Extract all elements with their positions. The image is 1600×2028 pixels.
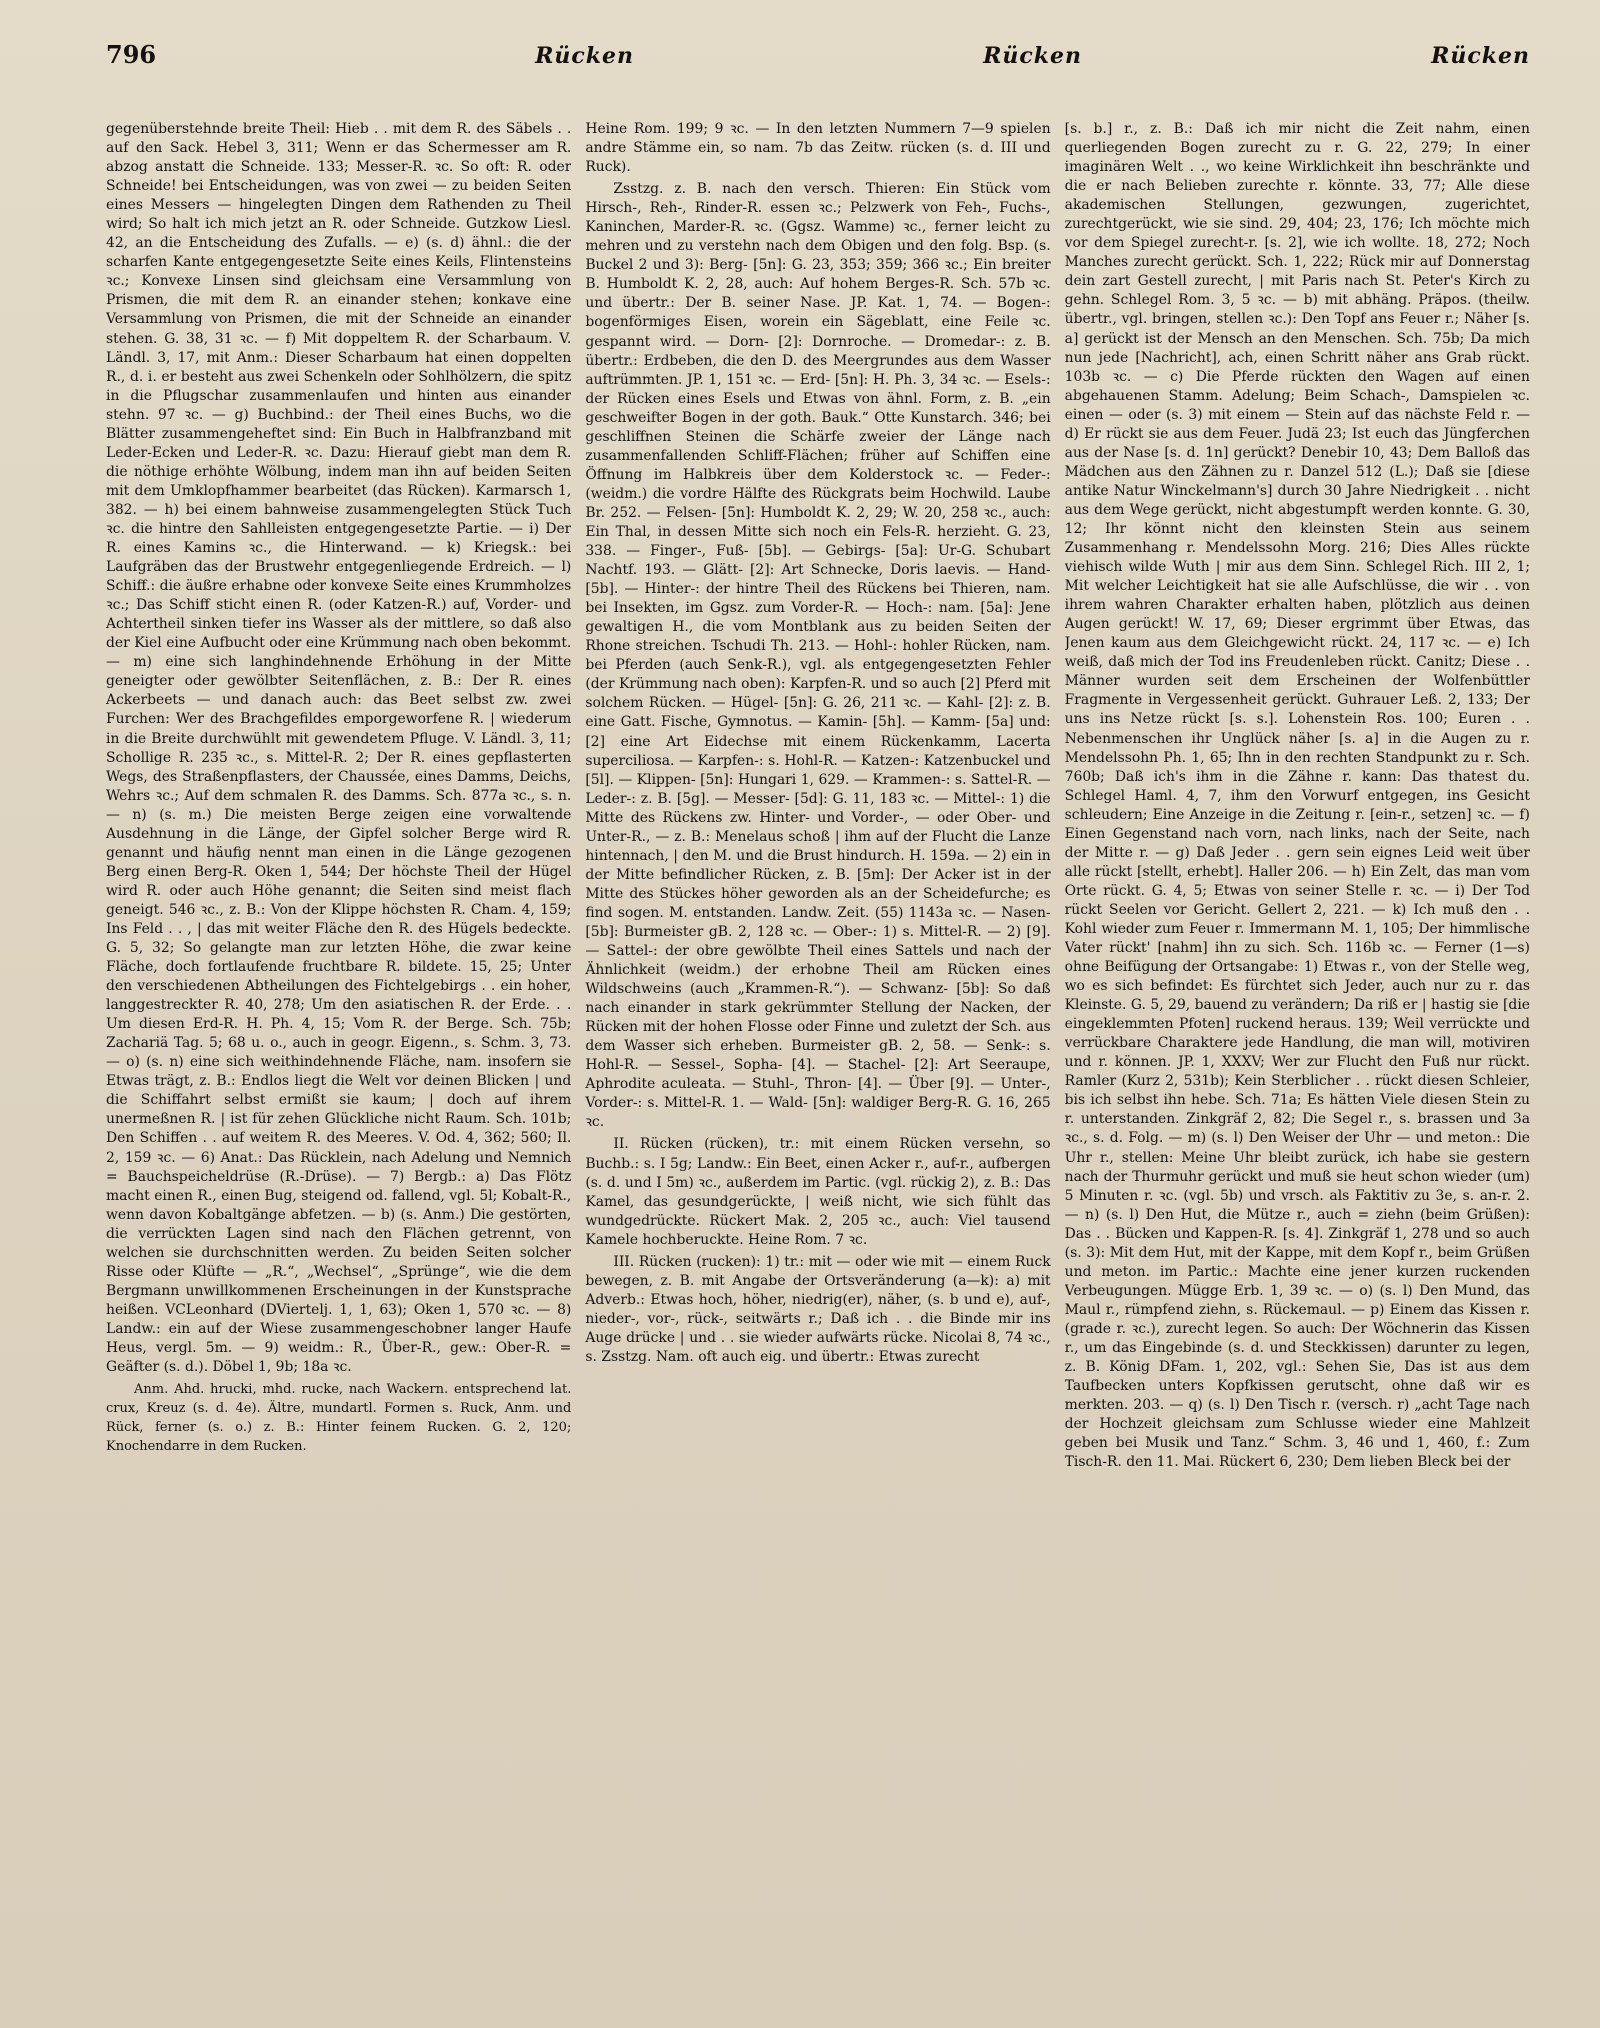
compounds-paragraph: Zsstzg. z. B. nach den versch. Thieren: Ein Stück vom Hirsch-, Reh-, Rinder-R. essen ꝛc.; Pelzwerk von Feh-, Fuchs-, Kaninchen, Marder-R. ꝛc. (Ggsz. Wamme) ꝛc., ferner leicht zu mehren und zu verstehn nach dem Obigen und den folg. Bsp. (s. Buckel 2 und 3): Berg- [5n]: G. 23, 353; 359; 366 ꝛc.; Ein breiter B. Humboldt K. 2, 28, auch: Auf hohem Berges-R. Sch. 57b ꝛc. und übertr.: Der B. seiner Nase. JP. Kat. 1, 74. — Bogen-: bogenförmiges Eisen, worein ein Sägeblatt, eine Feile ꝛc. gespannt wird. — Dorn- [2]: Dornroche. — Dromedar-: z. B. übertr.: Erdbeben, die den D. des Meergrundes aus dem Wasser auftrümmten. JP. 1, 151 ꝛc. — Erd- [5n]: H. Ph. 3, 34 ꝛc. — Esels-: der Rücken eines Esels und Etwas von ähnl. Form, z. B. „ein geschweifter Bogen in der goth. Bauk.“ Otte Kunstarch. 346; bei geschliffnen Steinen die Schärfe zweier der Länge nach zusammenfallenden Schliff-Flächen; früher auf Schiffen eine Öffnung im Halbkreis über dem Kolderstock ꝛc. — Feder-: (weidm.) die vordre Hälfte des Rückgrats beim Hochwild. Laube Br. 252. — Felsen- [5n]: Humboldt K. 2, 29; W. 20, 258 ꝛc., auch: Ein Thal, in dessen Mitte sich noch ein Fels-R. herzieht. G. 23, 338. — Finger-, Fuß- [5b]. — Gebirgs- [5a]: Ur-G. Schubart Nachtf. 193. — Glätt- [2]: Art Schnecke, Doris laevis. — Hand- [5b]. — Hinter-: der hintre Theil des Rückens bei Thieren, nam. bei Insekten, im Ggsz. zum Vorder-R. — Hoch-: nam. [5a]: Jene gewaltigen H., die vom Montblank aus zu beiden Seiten der Rhone streichen. Tschudi Th. 213. — Hohl-: hohler Rücken, nam. bei Pferden (auch Senk-R.), vgl. als entgegengesetzten Fehler (der Krümmung nach oben): Karpfen-R. und so auch [2] Pferd mit solchem Rücken. — Hügel- [5n]: G. 26, 211 ꝛc. — Kahl- [2]: z. B. eine Gatt. Fische, Gymnotus. — Kamin- [5h]. — Kamm- [5a] und: [2] eine Art Eidechse mit einem Rückenkamm, Lacerta superciliosa. — Karpfen-: s. Hohl-R. — Katzen-: Katzenbuckel und [5l]. — Klippen- [5n]: Hungari 1, 629. — Krammen-: s. Sattel-R. — Leder-: z. B. [5g]. — Messer- [5d]: G. 11, 183 ꝛc. — Mittel-: 1) die Mitte des Rückens zw. Hinter- und Vorder-, — oder Ober- und Unter-R., — z. B.: Menelaus schoß | ihm auf der Flucht die Lanze hintennach, | den M. und die Brust hindurch. H. 159a. — 2) ein in der Mitte befindlicher Rücken, z. B. [5m]: Der Acker ist in der Mitte des Stückes höher geworden als an der Scheidefurche; es find sogen. M. entstanden. Landw. Zeit. (55) 1143a ꝛc. — Nasen- [5b]: Burmeister gB. 2, 128 ꝛc. — Ober-: 1) s. Mittel-R. — 2) [9]. — Sattel-: der obre gewölbte Theil eines Sattels und nach der Ähnlichkeit (weidm.) der erhobne Theil am Rücken eines Wildschweins (auch „Krammen-R.“). — Schwanz- [5b]: So daß nach einander in stark gekrümmter Stellung der Nacken, der Rücken mit der hohen Flosse oder Finne und zuletzt der Sch. aus dem Wasser sich erheben. Burmeister gB. 2, 58. — Senk-: s. Hohl-R. — Sessel-, Sopha- [4]. — Stachel- [2]: Art Seeraupe, Aphrodite aculeata. — Stuhl-, Thron- [4]. — Über [9]. — Unter-, Vorder-: s. Mittel-R. 1. — Wald- [5n]: waldiger Berg-R. G. 16, 265 ꝛc. bbox=[585, 181, 1051, 1131]
guide-word-left: Rücken bbox=[535, 43, 634, 69]
entry-rücken-iii: III. Rücken (rucken): 1) tr.: mit — oder wie mit — einem Ruck bewegen, z. B. mit Angabe der Ortsveränderung (a—k): a) mit Adverb.: Etwas hoch, höher, niedrig(er), näher, (s. b und e), auf-, nieder-, vor-, rück-, seitwärts r.; Daß ich . . die Binde mir ins Auge drücke | und . . sie wieder aufwärts rücke. Nicolai 8, 74 ꝛc., s. Zsstzg. Nam. oft auch eig. und übertr.: Etwas zurecht bbox=[585, 1253, 1051, 1365]
guide-word-center: Rücken bbox=[983, 43, 1082, 69]
entry-paragraph: Heine Rom. 199; 9 ꝛc. — In den letzten Nummern 7—9 spielen andre Stämme ein, so nam. 7b das Zeitw. rücken (s. d. III und Ruck). bbox=[585, 121, 1051, 176]
entry-rücken-ii: II. Rücken (rücken), tr.: mit einem Rücken versehn, so Buchb.: s. I 5g; Landw.: Ein Beet, einen Acker r., auf-r., aufbergen (s. d. und I 5m) ꝛc., außerdem im Partic. (vgl. rückig 2), z. B.: Das Kamel, das gesundgerückte, | weiß nicht, wie sich fühlt das wundgedrückte. Rückert Mak. 2, 205 ꝛc., auch: Viel tausend Kamele hochberuckte. Heine Rom. 7 ꝛc. bbox=[585, 1136, 1051, 1248]
column-middle bbox=[585, 120, 1050, 2000]
page-header bbox=[106, 40, 1530, 80]
column-right bbox=[1065, 120, 1530, 2000]
guide-word-right: Rücken bbox=[1431, 43, 1530, 69]
page-number: 796 bbox=[106, 40, 157, 69]
entry-paragraph: gegenüberstehnde breite Theil: Hieb . . mit dem R. des Säbels . . auf den Sack. Hebel 3, 311; Wenn er das Schermesser am R. abzog anstatt die Schneide. 133; Messer-R. ꝛc. So oft: R. oder Schneide! bei Entscheidungen, was von zwei — zu beiden Seiten eines Messers — hingelegten Dingen dem Rathenden zu Theil wird; So halt ich mich jetzt an R. oder Schneide. Gutzkow Liesl. 42, an die Entscheidung des Zufalls. — e) (s. d) ähnl.: die der scharfen Kante entgegengesetzte Seite eines Keils, Flintensteins ꝛc.; Konvexe Linsen sind gleichsam eine Versammlung von Prismen, die mit dem R. an einander stehen; konkave eine Versammlung von Prismen, die mit der Schneide an einander stehen. G. 38, 31 ꝛc. — f) Mit doppeltem R. der Scharbaum. V. Ländl. 3, 17, mit Anm.: Dieser Scharbaum hat einen doppelten R., d. i. er besteht aus zwei Schenkeln oder Sohlhölzern, die spitz in die Pflugschar zusammenlaufen und hinten aus einander stehn. 97 ꝛc. — g) Buchbind.: der Theil eines Buchs, wo die Blätter zusammengeheftet sind: Ein Buch in Halbfranzband mit Leder-Ecken und Leder-R. ꝛc. Dazu: Hierauf giebt man dem R. die nöthige erhöhte Wölbung, indem man ihn auf beiden Seiten mit dem Umklopfhammer bearbeitet (das Rücken). Karmarsch 1, 382. — h) bei einem bahnweise zusammengelegten Stück Tuch ꝛc. die hintre den Sahlleisten entgegengesetzte Partie. — i) Der R. eines Kamins ꝛc., die Hinterwand. — k) Kriegsk.: bei Laufgräben das der Brustwehr entgegenliegende Erdreich. — l) Schiff.: die äußre erhabne oder konvexe Seite eines Krummholzes ꝛc.; Das Schiff sticht einen R. (oder Katzen-R.) auf, Vorder- und Achtertheil sinken tiefer ins Wasser als der mittlere, so daß also der Kiel eine Aufbucht oder eine Krümmung nach oben bekommt. — m) eine sich langhindehnende Erhöhung in der Mitte geneigter oder gewölbter Seitenflächen, z. B.: Der R. eines Ackerbeets — und danach auch: das Beet selbst zw. zwei Furchen: Wer des Brachgefildes emporgeworfene R. | wiederum in die Breite durchwühlt mit gewendetem Pfluge. V. Ländl. 3, 11; Schollige R. 235 ꝛc., s. Mittel-R. 2; Der R. eines gepflasterten Wegs, des Straßenpflasters, der Chaussée, eines Damms, Deichs, Wehrs ꝛc.; Auf dem schmalen R. des Damms. Sch. 877a ꝛc., s. n. — n) (s. m.) Die meisten Berge zeigen eine vorwaltende Ausdehnung in die Länge, der Gipfel solcher Berge wird R. genannt und häufig nennt man einen in die Länge gezogenen Berg einen Berg-R. Oken 1, 544; Der höchste Theil der Hügel wird R. oder auch Höhe genannt; die Seiten sind meist flach geneigt. 546 ꝛc., z. B.: Von der Klippe höchsten R. Cham. 4, 159; Ins Feld . . , | das mit weiter Fläche den R. des Hügels bedeckte. G. 5, 32; So gelangte man zur letzten Höhe, die zwar keine Fläche, doch fortlaufende fruchtbare R. bildete. 15, 25; Unter den verschiedenen Abtheilungen des Fichtelgebirgs . . ein hoher, langgestreckter R. 40, 278; Um den asiatischen R. der Erde. . . Um diesen Erd-R. H. Ph. 4, 15; Vom R. der Berge. Sch. 75b; Zachariä Tag. 5; 68 u. o., auch in geogr. Eigenn., s. Schm. 3, 73. — o) (s. n) eine sich weithindehnende Fläche, nam. insofern sie Etwas trägt, z. B.: Endlos liegt die Welt vor deinen Blicken | und die Schiffahrt selbst ermißt sie kaum; | doch auf ihrem unermeßnen R. | ist für zehen Glückliche nicht Raum. Sch. 101b; Den Schiffen . . auf weitem R. des Meeres. V. Od. 4, 362; 560; Il. 2, 159 ꝛc. — 6) Anat.: Das Rücklein, nach Adelung und Nemnich = Bauchspeicheldrüse (R.-Drüse). — 7) Bergb.: a) Das Flötz macht einen R., einen Bug, steigend od. fallend, vgl. 5l; Kobalt-R., wenn davon Kobaltgänge abfetzen. — b) (s. Anm.) Die gestörten, die verrückten Lagen sind nach den Flächen getrennt, von welchen sie durchschnitten werden. Zu beiden Seiten solcher Risse oder Klüfte — „R.“, „Wechsel“, „Sprünge“, wie die dem Bergmann unwillkommenen Erscheinungen in der Kunstsprache heißen. VCLeonhard (DViertelj. 1, 1, 63); Oken 1, 570 ꝛc. — 8) Landw.: ein auf der Wiese zusammengeschobner langer Haufe Heus, vergl. 5m. — 9) weidm.: R., Über-R., gew.: Ober-R. = Geäfter (s. d.). Döbel 1, 9b; 18a ꝛc. bbox=[106, 121, 572, 1376]
column-left bbox=[106, 120, 571, 2000]
annotation-paragraph: Anm. Ahd. hrucki, mhd. rucke, nach Wackern. entsprechend lat. crux, Kreuz (s. d. 4e). Ältre, mundartl. Formen s. Ruck, Anm. und Rück, ferner (s. o.) z. B.: Hinter feinem Rucken. G. 2, 120; Knochendarre in dem Rucken. bbox=[106, 1382, 572, 1455]
entry-paragraph: [s. b.] r., z. B.: Daß ich mir nicht die Zeit nahm, einen querliegenden Bogen zurecht zu r. G. 22, 279; In einer imaginären Welt . ., wo keine Wirklichkeit ihn beschränkte und die er nach Belieben zurechte r. könnte. 33, 77; Alle diese akademischen Stellungen, gezwungen, zugerichtet, zurechtgerückt, wie sie sind. 29, 404; 23, 176; Ich möchte mich vor dem Spiegel zurecht-r. [s. 2], wie ich wollte. 18, 272; Noch Manches zurecht gerückt. Sch. 1, 222; Rück mir auf Donnerstag dein zart Gestell zurecht, | mit Paris nach St. Peter's Kirch zu gehn. Schlegel Rom. 3, 5 ꝛc. — b) mit abhäng. Präpos. (theilw. übertr., vgl. bringen, stellen ꝛc.): Den Topf ans Feuer r.; Näher [s. a] gerückt ist der Mensch an den Menschen. Sch. 75b; Da mich nun jede [Nachricht], ach, einen Schritt näher ans Grab rückt. 103b ꝛc. — c) Die Pferde rückten den Wagen auf einen abgehauenen Stamm. Adelung; Beim Schach-, Damspielen ꝛc. einen — oder (s. 3) mit einem — Stein auf das nächste Feld r. — d) Er rückt sie aus dem Feuer. Judä 23; Ist euch das Jüngferchen aus der Nase [s. d. 1n] gerückt? Denebir 10, 43; Dem Balloß das Mädchen aus den Zähnen zu r. Danzel 512 (L.); Daß sie [diese antike Natur Winckelmann's] durch 30 Jahre Niedrigkeit . . nicht aus dem Wege gerückt, nicht abgestumpft werden konnte. G. 30, 12; Ihr könnt nicht den kleinsten Stein aus seinem Zusammenhang r. Mendelssohn Morg. 216; Dies Alles rückte viehisch wilde Wuth | mir aus dem Sinn. Schlegel Rich. III 2, 1; Mit welcher Leichtigkeit hat sie alle Aufschlüsse, die wir . . von ihrem wahren Charakter erhalten haben, plötzlich aus deinen Augen gerückt! W. 17, 69; Dieser ergrimmt über Etwas, das Jenen kaum aus dem Gleichgewicht rückt. 24, 117 ꝛc. — e) Ich weiß, daß mich der Tod ins Freudenleben rückt. Canitz; Diese . . Männer wurden seit dem Erscheinen der Wolfenbüttler Fragmente in Vergessenheit gerückt. Guhrauer Leß. 2, 133; Der uns ins Netze rückt [s. s.]. Lohenstein Ros. 100; Euren . . Nebenmenschen ihr Unglück näher [s. a] in die Augen zu r. Mendelssohn Ph. 1, 65; Ihn in den rechten Standpunkt zu r. Sch. 760b; Daß ich's ihm in die Zähne r. kann: Das thatest du. Schlegel Haml. 4, 7, ihm den Vorwurf entgegen, ins Gesicht schleudern; Eine Anzeige in die Zeitung r. [ein-r., setzen] ꝛc. — f) Einen Gegenstand nach vorn, nach links, nach der Seite, nach der Mitte r. — g) Daß Jeder . . gern sein eignes Leid weit über alle rückt [stellt, erhebt]. Haller 206. — h) Ein Zelt, das man vom Orte rückt. G. 4, 5; Etwas von seiner Stelle r. ꝛc. — i) Der Tod rückt Seelen vor Gericht. Gellert 2, 221. — k) Ich muß den . . Kohl wieder zum Feuer r. Immermann M. 1, 105; Der himmlische Vater rückt' [nahm] ihn zu sich. Sch. 116b ꝛc. — Ferner (1—s) ohne Beifügung der Ortsangabe: 1) Etwas r., von der Stelle weg, wo es sich befindet: Es fürchtet sich Jeder, auch nur zu r. das Kleinste. G. 5, 29, bauend zu verändern; Da riß er | hastig sie [die eingeklemmten Pfoten] ruckend heraus. 139; Weil verrückte und verrückbare Charaktere jede Handlung, die man will, motiviren und r. können. JP. 1, XXXV; Wer zur Flucht den Fuß nur rückt. Ramler (Kurz 2, 531b); Kein Sterblicher . . rückt diesen Schleier, bis ich selbst ihn hebe. Sch. 71a; Es hätten Viele diesen Stein zu r. unterstanden. Zinkgräf 2, 82; Die Segel r., s. brassen und 3a ꝛc., s. d. Folg. — m) (s. l) Den Weiser der Uhr — und meton.: Die Uhr r., stellen: Meine Uhr bleibt zurück, ich habe sie gestern nach der Thurmuhr gerückt und muß sie heut schon wieder (um) 5 Minuten r. ꝛc. (vgl. 5b) und vrsch. als Faktitiv zu 3e, s. an-r. 2. — n) (s. l) Den Hut, die Mütze r., auch = ziehn (beim Grüßen): Das . . Bücken und Kappen-R. [s. 4]. Zinkgräf 1, 278 und so auch (s. 3): Mit dem Hut, mit der Kappe, mit dem Kopf r., beim Grüßen und meton. im Partic.: Machte eine jener kurzen ruckenden Verbeugungen. Mügge Erb. 1, 39 ꝛc. — o) (s. l) Den Mund, das Maul r., rümpfend ziehn, s. Rückemaul. — p) Einem das Kissen r. (grade r. ꝛc.), zurecht legen. So auch: Der Wöchnerin das Kissen r., um das Eingebinde (s. d. und Steckkissen) darunter zu legen, z. B. König DFam. 1, 202, vgl.: Sehen Sie, Das ist aus dem Taufbecken unters Kopfkissen gerutscht, ohne daß wir es merkten. 203. — q) (s. l) Den Tisch r. (versch. r) „acht Tage nach der Hochzeit gleichsam zum Schlusse wieder eine Mahlzeit geben bei Musik und Tanz.“ Schm. 3, 46 und 1, 460, f.: Zum Tisch-R. den 11. Mai. Rückert 6, 230; Dem lieben Bleck bei der bbox=[1064, 121, 1530, 1471]
text-columns bbox=[106, 120, 1530, 2000]
